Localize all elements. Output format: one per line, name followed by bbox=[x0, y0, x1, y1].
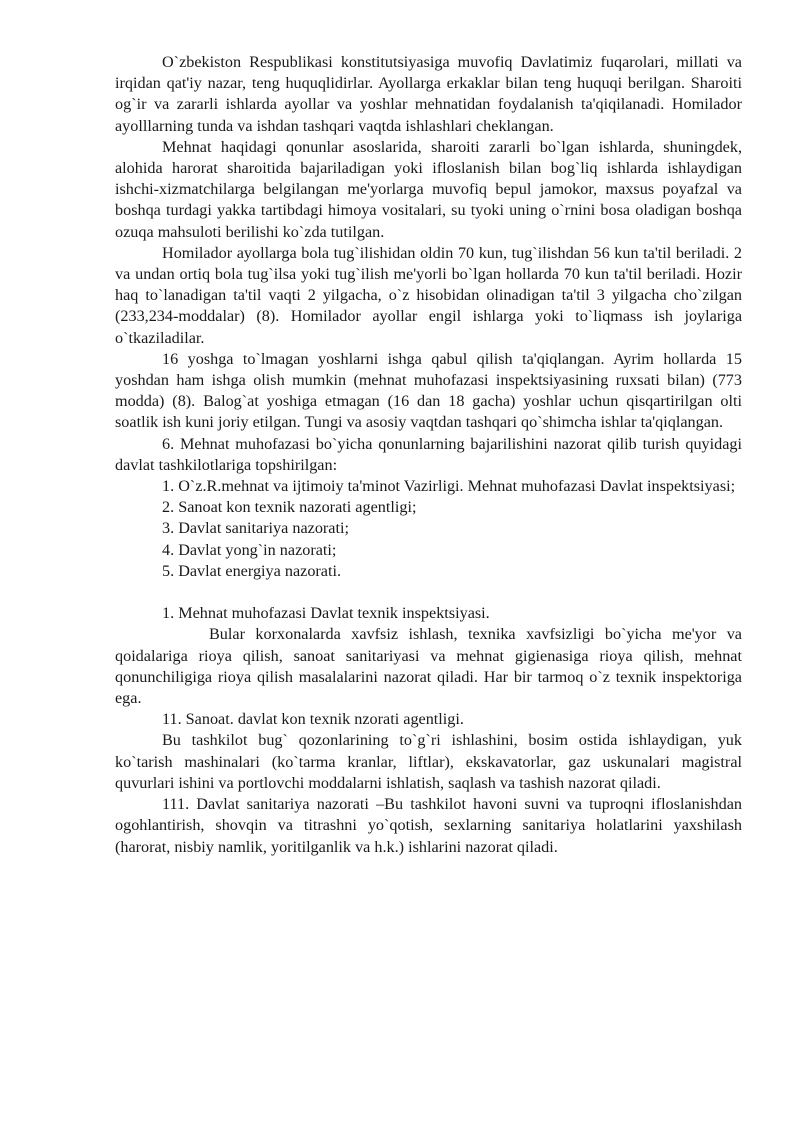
paragraph-constitution: O`zbekiston Respublikasi konstitutsiyasiga muvofiq Davlatimiz fuqarolari, millati va irqidan qat'iy nazar, teng huquqlidirlar. Ayollarga erkaklar bilan teng huquqi berilgan. Sharoiti og`ir va zararli ishlarda ayollar va yoshlar mehnatidan foydalanish ta'qiqilanadi. Homilador ayolllarning tunda va ishdan tashqari vaqtda ishlashlari cheklangan. bbox=[115, 53, 742, 135]
list-item-energy: 5. Davlat energiya nazorati. bbox=[162, 561, 342, 580]
section-body-mining-agency: Bu tashkilot bug` qozonlarining to`g`ri ishlashini, bosim ostida ishlaydigan, yuk ko`tarish mashinalari (ko`tarma kranlar, liftlar), ekskavatorlar, gaz uskunalari magistral quvurlari ishini va portlovchi moddalarni ishlatish, saqlash va tashish nazorat qiladi. bbox=[115, 731, 742, 792]
paragraph-youth-employment: 16 yoshga to`lmagan yoshlarni ishga qabul qilish ta'qiqlangan. Ayrim hollarda 15 yoshdan ham ishga olish mumkin (mehnat muhofazasi inspektsiyasining ruxsati bilan) (773 modda) (8). Balog`at yoshiga etmagan (16 dan 18 gacha) yoshlar uchun qisqartirilgan olti soatlik ish kuni joriy etilgan. Tungi va asosiy vaqtdan tashqari qo`shimcha ishlar ta'qiqlangan. bbox=[115, 349, 742, 432]
blank-line bbox=[115, 582, 742, 603]
section-heading-labor-inspection: 1. Mehnat muhofazasi Davlat texnik inspektsiyasi. bbox=[162, 604, 490, 623]
section-body-sanitary-supervision: 111. Davlat sanitariya nazorati –Bu tashkilot havoni suvni va tuproqni ifloslanishdan ogohlantirish, shovqin va titrashni yo`qotish, sexlarning sanitariya holatlarini yaxshilash (harorat, nisbiy namlik, yoritilganlik va h.k.) ishlarini nazorat qiladi. bbox=[115, 795, 742, 856]
paragraph-supervision-intro: 6. Mehnat muhofazasi bo`yicha qonunlarning bajarilishini nazorat qilib turish quyidagi davlat tashkilotlariga topshirilgan: bbox=[115, 434, 742, 474]
section-heading-mining-agency: 11. Sanoat. davlat kon texnik nzorati agentligi. bbox=[162, 710, 464, 729]
list-item-fire: 4. Davlat yong`in nazorati; bbox=[162, 540, 337, 559]
document-body bbox=[115, 52, 742, 858]
paragraph-labor-laws: Mehnat haqidagi qonunlar asoslarida, sharoiti zararli bo`lgan ishlarda, shuningdek, alohida harorat sharoitida bajariladigan yoki ifloslanish bilan bog`liq ishlarda ishlaydigan ishchi-xizmatchilarga belgilangan me'yorlarga muvofiq bepul jamokor, maxsus poyafzal va boshqa turdagi yakka tartibdagi himoya vositalari, su tyoki uning o`rnini bosa oladigan boshqa ozuqa mahsuloti berilishi ko`zda tutilgan. bbox=[115, 137, 742, 241]
list-item-sanitary: 3. Davlat sanitariya nazorati; bbox=[162, 519, 349, 538]
list-item-ministry: 1. O`z.R.mehnat va ijtimoiy ta'minot Vazirligi. Mehnat muhofazasi Davlat inspektsiyasi; bbox=[162, 477, 736, 496]
paragraph-maternity-leave: Homilador ayollarga bola tug`ilishidan oldin 70 kun, tug`ilishdan 56 kun ta'til beriladi. 2 va undan ortiq bola tug`ilsa yoki tug`ilish me'yorli bo`lgan hollarda 70 kun ta'til beriladi. Hozir haq to`lanadigan ta'til vaqti 2 yilgacha, o`z hisobidan olinadigan ta'til 3 yilgacha cho`zilgan (233,234-moddalar) (8). Homilador ayollar engil ishlarga yoki to`liqmass ish joylariga o`tkaziladilar. bbox=[115, 243, 742, 347]
section-body-labor-inspection: Bular korxonalarda xavfsiz ishlash, texnika xavfsizligi bo`yicha me'yor va qoidalariga rioya qilish, sanoat sanitariyasi va mehnat gigienasiga rioya qilish, mehnat qonunchiligiga rioya qilish masalalarini nazorat qiladi. Har bir tarmoq o`z texnik inspektoriga ega. bbox=[115, 625, 742, 708]
list-item-mining-agency: 2. Sanoat kon texnik nazorati agentligi; bbox=[162, 498, 417, 517]
